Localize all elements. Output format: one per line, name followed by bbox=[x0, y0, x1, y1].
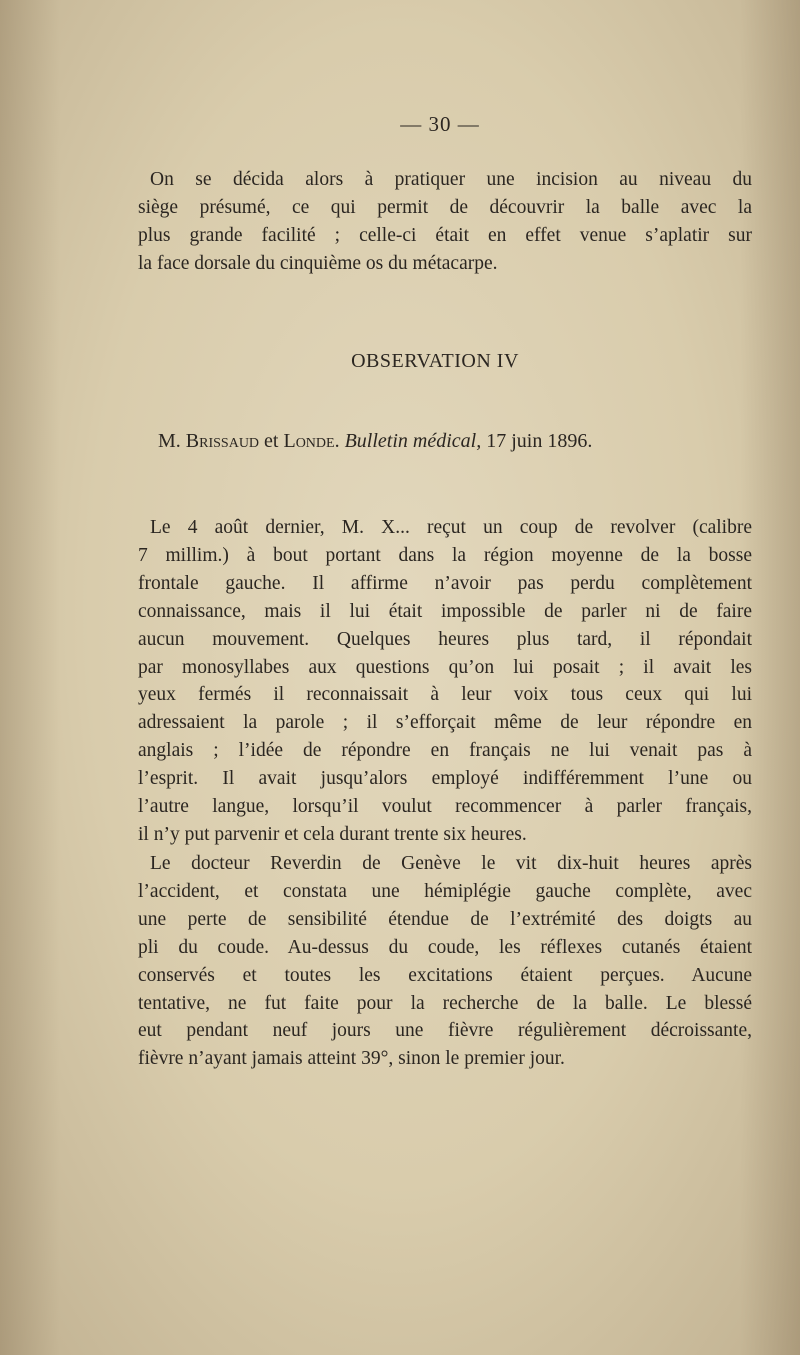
text-line: par monosyllabes aux questions qu’on lui posait ; il avait les bbox=[138, 656, 752, 678]
text-line: conservés et toutes les excitations étaient perçues. Aucune bbox=[138, 964, 752, 986]
text-line: aucun mouvement. Quelques heures plus tard, il répondait bbox=[138, 628, 752, 650]
text-line: 7 millim.) à bout portant dans la région moyenne de la bosse bbox=[138, 544, 752, 566]
citation-date: 17 juin 1896. bbox=[486, 430, 593, 452]
citation-author-2: Londe. bbox=[283, 430, 340, 452]
text-line: Le docteur Reverdin de Genève le vit dix-huit heures après bbox=[150, 853, 752, 874]
text-line: Le 4 août dernier, M. X... reçut un coup de revolver (calibre bbox=[150, 517, 752, 538]
citation-conjunction: et bbox=[264, 430, 279, 452]
text-line: l’autre langue, lorsqu’il voulut recommencer à parler français, bbox=[138, 796, 752, 818]
citation bbox=[158, 430, 592, 453]
text-line: tentative, ne fut faite pour la recherche de la balle. Le blessé bbox=[138, 992, 752, 1014]
text-line: On se décida alors à pratiquer une incision au niveau du bbox=[150, 169, 752, 190]
citation-author-1: Brissaud bbox=[185, 430, 260, 452]
text-line: yeux fermés il reconnaissait à leur voix tous ceux qui lui bbox=[138, 684, 752, 706]
text-line: anglais ; l’idée de répondre en français ne lui venait pas à bbox=[138, 740, 752, 762]
citation-prefix: M. bbox=[158, 430, 181, 452]
citation-journal: Bulletin médical, bbox=[344, 430, 482, 452]
text-line: une perte de sensibilité étendue de l’extrémité des doigts au bbox=[138, 908, 752, 930]
paragraph-intro bbox=[138, 166, 752, 278]
text-line: connaissance, mais il lui était impossible de parler ni de faire bbox=[138, 600, 752, 622]
page-number: — 30 — bbox=[400, 112, 480, 136]
text-line: l’esprit. Il avait jusqu’alors employé indifféremment l’une ou bbox=[138, 768, 752, 790]
text-line: plus grande facilité ; celle-ci était en effet venue s’aplatir sur bbox=[138, 224, 752, 246]
text-line: fièvre n’ayant jamais atteint 39°, sinon le premier jour. bbox=[138, 1048, 565, 1070]
observation-title: OBSERVATION IV bbox=[351, 350, 519, 372]
text-line: il n’y put parvenir et cela durant trente six heures. bbox=[138, 823, 527, 845]
paragraph-case-history bbox=[138, 514, 752, 849]
text-line: siège présumé, ce qui permit de découvrir la balle avec la bbox=[138, 196, 752, 218]
text-line: l’accident, et constata une hémiplégie gauche complète, avec bbox=[138, 880, 752, 902]
text-line: pli du coude. Au-dessus du coude, les réflexes cutanés étaient bbox=[138, 936, 752, 958]
text-line: adressaient la parole ; il s’efforçait même de leur répondre en bbox=[138, 712, 752, 734]
paragraph-examination bbox=[138, 850, 752, 1073]
text-line: eut pendant neuf jours une fièvre régulièrement décroissante, bbox=[138, 1020, 752, 1042]
text-line: la face dorsale du cinquième os du métacarpe. bbox=[138, 252, 498, 274]
text-line: frontale gauche. Il affirme n’avoir pas perdu complètement bbox=[138, 572, 752, 594]
